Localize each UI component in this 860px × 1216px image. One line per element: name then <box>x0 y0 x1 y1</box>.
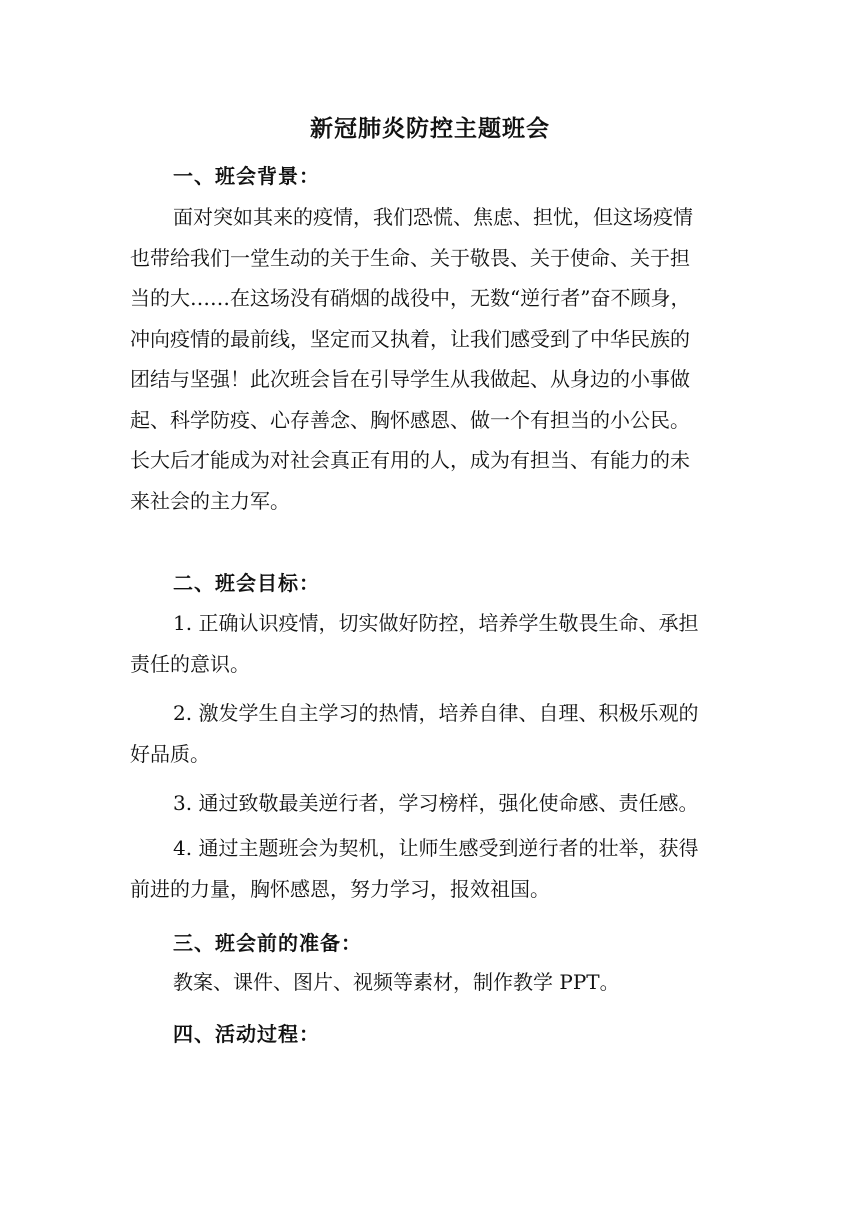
goal-item-4 <box>130 828 734 909</box>
paragraph-line: 也带给我们一堂生动的关于生命、关于敬畏、关于使命、关于担 <box>130 245 690 270</box>
document-title: 新冠肺炎防控主题班会 <box>310 115 550 142</box>
section-heading-goals: 二、班会目标： <box>173 571 320 595</box>
goal-item-3 <box>130 783 734 824</box>
paragraph-line: 面对突如其来的疫情，我们恐慌、焦虑、担忧，但这场疫情 <box>173 205 693 229</box>
goal-line: 责任的意识。 <box>130 651 250 676</box>
paragraph-line: 团结与坚强！此次班会旨在引导学生从我做起、从身边的小事做 <box>130 367 690 391</box>
paragraph-line: 冲向疫情的最前线，坚定而又执着，让我们感受到了中华民族的 <box>130 326 690 351</box>
paragraph-line: 起、科学防疫、心存善念、胸怀感恩、做一个有担当的小公民。 <box>130 407 690 432</box>
background-paragraph <box>130 197 734 521</box>
goal-line: 2. 激发学生自主学习的热情，培养自律、自理、积极乐观的 <box>173 701 699 725</box>
goal-line: 前进的力量，胸怀感恩，努力学习，报效祖国。 <box>130 876 550 901</box>
section-heading-background: 一、班会背景： <box>173 164 320 188</box>
goal-item-1 <box>130 603 734 684</box>
section-heading-process: 四、活动过程： <box>173 1022 320 1046</box>
preparation-text: 教案、课件、图片、视频等素材，制作教学 PPT。 <box>173 970 620 994</box>
goal-line: 1. 正确认识疫情，切实做好防控，培养学生敬畏生命、承担 <box>173 611 699 635</box>
goal-line: 好品质。 <box>130 741 210 766</box>
paragraph-line: 来社会的主力军。 <box>130 488 290 513</box>
goal-line: 3. 通过致敬最美逆行者，学习榜样，强化使命感、责任感。 <box>173 791 699 815</box>
goal-line: 4. 通过主题班会为契机，让师生感受到逆行者的壮举，获得 <box>173 836 699 860</box>
paragraph-line: 当的大……在这场没有硝烟的战役中，无数“逆行者”奋不顾身， <box>130 286 691 310</box>
preparation-paragraph <box>130 962 734 1003</box>
goal-item-2 <box>130 693 734 774</box>
paragraph-line: 长大后才能成为对社会真正有用的人，成为有担当、有能力的未 <box>130 448 690 472</box>
section-heading-preparation: 三、班会前的准备： <box>173 931 362 955</box>
